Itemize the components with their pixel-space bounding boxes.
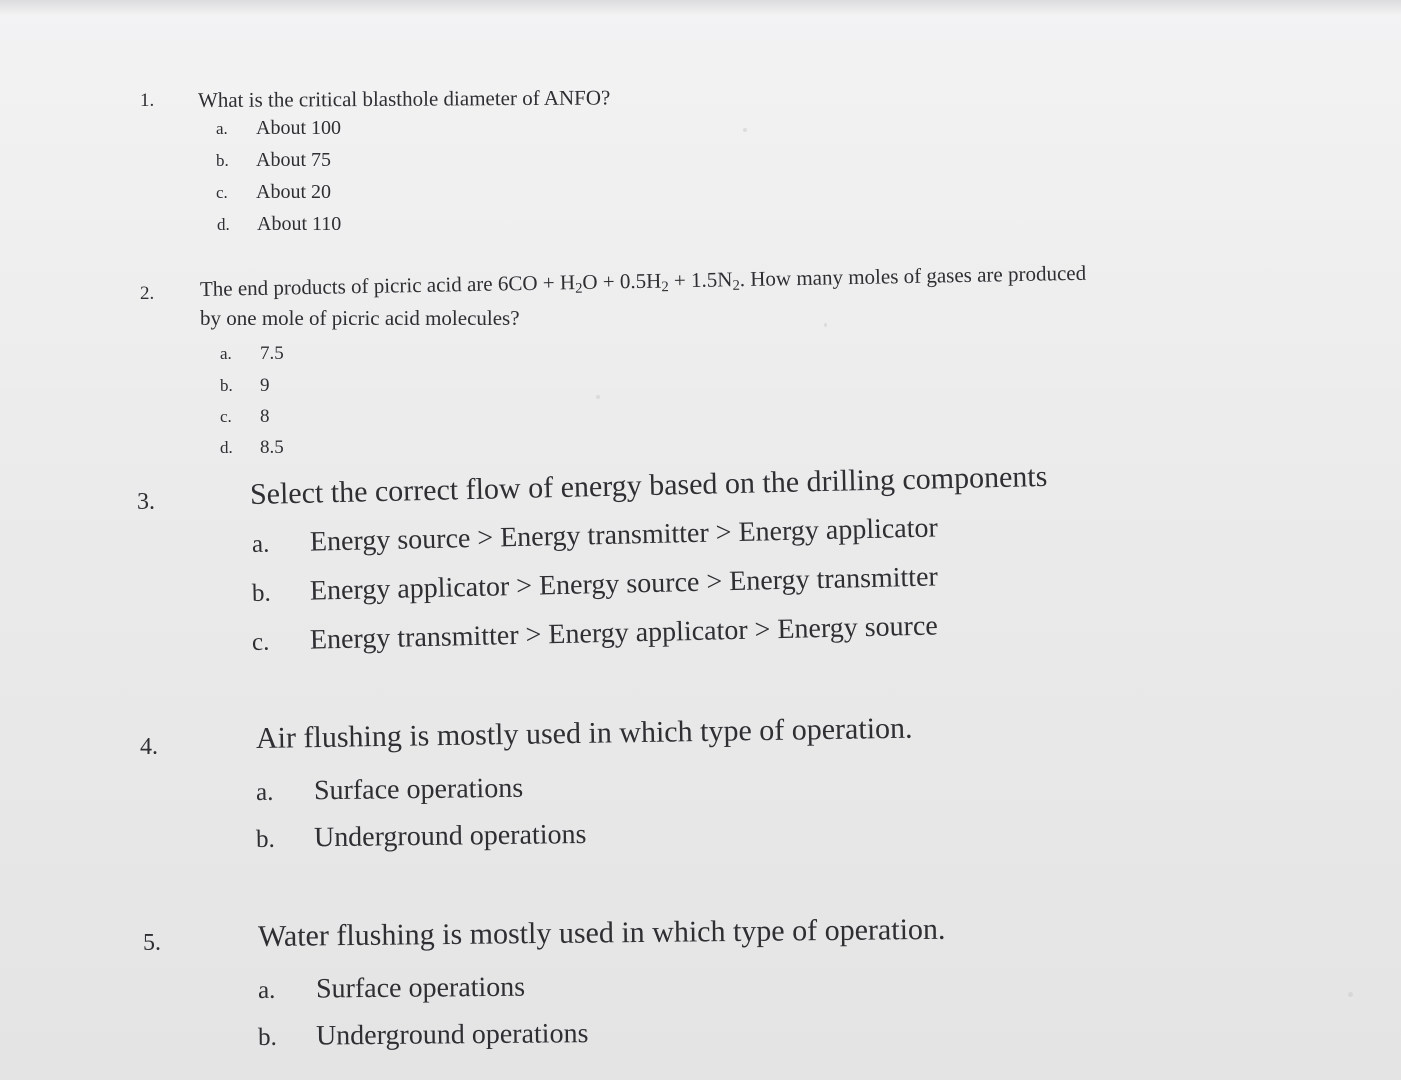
- option-c: [252, 610, 939, 658]
- option-b: [220, 375, 270, 397]
- option-text: Underground operations: [313, 818, 587, 854]
- option-text: 8: [260, 406, 270, 427]
- option-b: [252, 561, 939, 609]
- option-letter: a.: [257, 976, 276, 1004]
- question-text-part: + 1.5N: [668, 267, 733, 293]
- option-b: [216, 149, 331, 172]
- screen-speck: [1348, 992, 1353, 997]
- option-text: Energy applicator > Energy source > Energy transmitter: [309, 561, 939, 607]
- question-text: Water flushing is mostly used in which type of operation.: [257, 912, 946, 953]
- subscript: 2: [661, 279, 669, 296]
- option-letter: b.: [220, 376, 233, 395]
- subscript: 2: [575, 280, 583, 297]
- option-letter: d.: [217, 215, 230, 234]
- option-text: Energy source > Energy transmitter > Energy applicator: [309, 512, 939, 558]
- option-letter: a.: [220, 344, 232, 363]
- option-c: [216, 181, 331, 204]
- option-letter: a.: [255, 778, 274, 806]
- option-letter: b.: [251, 579, 272, 607]
- screen-speck: [743, 128, 747, 132]
- option-a: [252, 512, 939, 560]
- question-text: What is the critical blasthole diameter of ANFO?: [197, 85, 611, 112]
- option-letter: b.: [255, 825, 275, 853]
- question-number: 4.: [140, 734, 158, 760]
- option-text: 9: [260, 375, 270, 396]
- option-letter: c.: [216, 183, 228, 202]
- option-text: Underground operations: [315, 1018, 589, 1052]
- option-text: About 75: [256, 149, 331, 171]
- option-text: About 100: [256, 117, 341, 139]
- option-letter: c.: [220, 407, 232, 426]
- subscript: 2: [732, 277, 741, 294]
- question-number: 1.: [140, 90, 155, 111]
- question-text-part: The end products of picric acid are 6CO + H: [199, 270, 576, 301]
- option-text: About 110: [257, 213, 342, 235]
- option-text: Surface operations: [315, 971, 526, 1005]
- option-c: [220, 406, 270, 428]
- option-letter: a.: [216, 119, 228, 138]
- question-number: 5.: [143, 930, 161, 956]
- option-a: [256, 773, 524, 808]
- option-letter: b.: [216, 151, 229, 170]
- question-number: 2.: [140, 283, 155, 304]
- question-text-part: . How many moles of gases are produced: [739, 260, 1087, 292]
- option-a: [258, 972, 525, 1006]
- option-d: [217, 213, 341, 236]
- option-text: About 20: [256, 181, 331, 203]
- option-text: 8.5: [260, 437, 284, 458]
- option-d: [220, 437, 284, 459]
- option-b: [256, 819, 587, 855]
- option-b: [258, 1018, 589, 1053]
- option-letter: b.: [257, 1023, 277, 1051]
- option-text: 7.5: [260, 343, 284, 364]
- option-a: [216, 117, 341, 140]
- option-letter: c.: [251, 628, 270, 656]
- question-text: Air flushing is mostly used in which type of operation.: [255, 711, 913, 755]
- option-a: [220, 343, 284, 365]
- question-text-line2: by one mole of picric acid molecules?: [200, 306, 520, 330]
- option-letter: d.: [220, 438, 233, 457]
- option-letter: a.: [251, 530, 270, 558]
- option-text: Surface operations: [313, 772, 524, 807]
- question-text: Select the correct flow of energy based on the drilling components: [249, 459, 1048, 511]
- question-number: 3.: [137, 489, 155, 515]
- question-text: [200, 261, 1087, 305]
- screen-speck: [596, 395, 600, 399]
- option-text: Energy transmitter > Energy applicator > Energy source: [309, 610, 939, 656]
- screen-speck: [824, 323, 827, 327]
- question-text-part: O + 0.5H: [582, 268, 662, 294]
